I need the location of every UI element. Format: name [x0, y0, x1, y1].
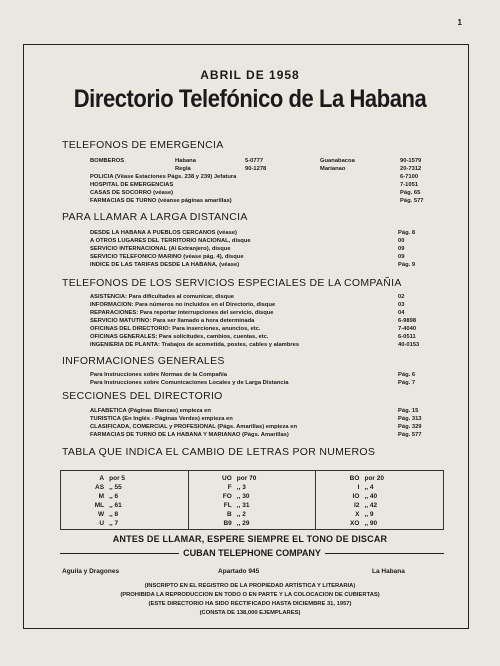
- issue-date: ABRIL DE 1958: [200, 68, 300, 82]
- farmacias-number: Pág. 577: [400, 198, 424, 204]
- section-servicios: TELEFONOS DE LOS SERVICIOS ESPECIALES DE LA COMPAÑIA: [62, 277, 402, 289]
- table-letter: FO: [222, 493, 232, 500]
- directory-entry-value: 09: [398, 246, 405, 252]
- directory-entry-value: Pág. 15: [398, 408, 419, 414]
- casas-label: CASAS DE SOCORRO (véase): [90, 190, 174, 196]
- directory-entry-value: 6-0511: [398, 334, 416, 340]
- table-number: ,, 6: [109, 493, 119, 500]
- table-letter: A: [99, 475, 105, 482]
- directory-entry-value: 7-4040: [398, 326, 417, 332]
- table-number: ,, 2: [236, 511, 246, 518]
- page-number: 1: [457, 18, 462, 27]
- directory-entry-label: SERVICIO TELEFONICO MARINO (véase pág. 4), disque: [90, 254, 244, 260]
- habana-number: 5-0777: [245, 158, 264, 164]
- directory-entry-label: FARMACIAS DE TURNO DE LA HABANA Y MARIANAO (Págs. Amarillas): [90, 432, 289, 438]
- legal-note-3: (ESTE DIRECTORIO HA SIDO RECTIFICADO HASTA DICIEMBRE 31, 1957): [148, 601, 352, 607]
- casas-number: Pág. 65: [400, 190, 421, 196]
- table-number: por 20: [364, 475, 384, 482]
- directory-entry-value: 00: [398, 238, 405, 244]
- table-column-1: [61, 471, 189, 529]
- guanabacoa-number: 90-1579: [400, 158, 422, 164]
- directory-entry-value: 40-0153: [398, 342, 420, 348]
- table-number: ,, 30: [236, 493, 250, 500]
- directory-title: Directorio Telefónico de La Habana: [73, 85, 427, 113]
- directory-entry-label: INFORMACION: Para números no incluidos en el Directorio, disque: [90, 302, 276, 308]
- table-letter: IO: [352, 493, 360, 500]
- policia-label: POLICIA (Véase Estaciones Págs. 238 y 239) Jefatura: [90, 174, 237, 180]
- legal-note-1: (INSCRIPTO EN EL REGISTRO DE LA PROPIEDAD ARTISTICA Y LITERARIA): [144, 583, 356, 589]
- directory-entry-value: Pág. 577: [398, 432, 422, 438]
- directory-entry-label: ASISTENCIA: Para dificultades al comunicar, disque: [90, 294, 234, 300]
- table-column-3: [316, 471, 443, 529]
- divider-right: [325, 553, 444, 554]
- regla-number: 90-1278: [245, 166, 267, 172]
- directory-entry-value: Pág. 6: [398, 372, 416, 378]
- directory-entry-value: Pág. 313: [398, 416, 422, 422]
- bomberos-label: BOMBEROS: [90, 158, 125, 164]
- section-larga-distancia: PARA LLAMAR A LARGA DISTANCIA: [62, 211, 248, 223]
- letter-number-table: [60, 470, 444, 530]
- table-letter: UO: [222, 475, 232, 482]
- table-letter: XO: [350, 520, 360, 527]
- directory-entry-label: ALFABETICA (Páginas Blancas) empieza en: [90, 408, 211, 414]
- address-po-box: Apartado 945: [218, 568, 260, 575]
- table-number: por 70: [236, 475, 257, 482]
- table-number: ,, 40: [364, 493, 378, 500]
- directory-entry-label: A OTROS LUGARES DEL TERRITORIO NACIONAL, disque: [90, 238, 251, 244]
- directory-entry-label: TURISTICA (En Inglés - Páginas Verdes) empieza en: [90, 416, 233, 422]
- table-number: ,, 29: [236, 520, 250, 527]
- directory-entry-label: OFICINAS GENERALES: Para solicitudes, cambios, cuentas, etc.: [90, 334, 269, 340]
- guanabacoa-label: Guanabacoa: [320, 158, 355, 164]
- section-emergencia: TELEFONOS DE EMERGENCIA: [62, 139, 224, 151]
- table-number: ,, 9: [364, 511, 374, 518]
- table-letter: FL: [223, 502, 232, 509]
- marianao-label: Marianao: [320, 166, 346, 172]
- table-letter: W: [97, 511, 105, 518]
- directory-entry-value: 04: [398, 310, 405, 316]
- table-number: ,, 4: [364, 484, 374, 491]
- policia-number: 6-7100: [400, 174, 419, 180]
- table-letter: BO: [349, 475, 360, 482]
- section-informaciones: INFORMACIONES GENERALES: [62, 355, 225, 367]
- dial-tone-notice: ANTES DE LLAMAR, ESPERE SIEMPRE EL TONO DE DISCAR: [112, 534, 388, 544]
- table-letter: AS: [95, 484, 105, 491]
- table-number: ,, 90: [364, 520, 378, 527]
- table-number: ,, 3: [236, 484, 246, 491]
- table-letter: X: [355, 511, 360, 518]
- habana-label: Habana: [175, 158, 196, 164]
- hospital-label: HOSPITAL DE EMERGENCIAS: [90, 182, 174, 188]
- directory-entry-label: Para Instrucciones sobre Normas de la Compañía: [90, 372, 227, 378]
- table-number: ,, 8: [109, 511, 119, 518]
- table-letter: F: [227, 484, 232, 491]
- company-name-line: [60, 548, 444, 558]
- section-secciones: SECCIONES DEL DIRECTORIO: [62, 390, 223, 402]
- legal-note-4: (CONSTA DE 138,000 EJEMPLARES): [199, 610, 301, 616]
- section-tabla: TABLA QUE INDICA EL CAMBIO DE LETRAS POR NUMEROS: [62, 446, 376, 458]
- company-name: CUBAN TELEPHONE COMPANY: [183, 548, 321, 558]
- directory-entry-label: DESDE LA HABANA A PUEBLOS CERCANOS (véase): [90, 230, 237, 236]
- table-letter: B9: [223, 520, 232, 527]
- directory-entry-value: Pág. 329: [398, 424, 422, 430]
- directory-entry-value: 02: [398, 294, 405, 300]
- directory-entry-value: 09: [398, 254, 405, 260]
- directory-entry-label: SERVICIO INTERNACIONAL (Al Extranjero), disque: [90, 246, 231, 252]
- regla-label: Regla: [175, 166, 191, 172]
- table-letter: I2: [354, 502, 360, 509]
- directory-entry-label: INDICE DE LAS TARIFAS DESDE LA HABANA, (véase): [90, 262, 240, 268]
- table-letter: B: [227, 511, 232, 518]
- directory-entry-value: Pág. 9: [398, 262, 416, 268]
- table-letter: U: [99, 520, 105, 527]
- hospital-number: 7-1051: [400, 182, 419, 188]
- directory-entry-label: REPARACIONES: Para reportar interrupciones del servicio, disque: [90, 310, 274, 316]
- table-number: ,, 42: [364, 502, 378, 509]
- address-street: Aguila y Dragones: [62, 568, 120, 575]
- directory-entry-value: Pág. 8: [398, 230, 416, 236]
- directory-entry-value: 03: [398, 302, 405, 308]
- table-number: ,, 61: [109, 502, 122, 509]
- table-number: por 5: [109, 475, 126, 482]
- table-column-2: [189, 471, 317, 529]
- directory-entry-label: Para Instrucciones sobre Comunicaciones Locales y de Larga Distancia: [90, 380, 289, 386]
- directory-entry-label: CLASIFICADA, COMERCIAL y PROFESIONAL (Págs. Amarillas) empieza en: [90, 424, 298, 430]
- directory-entry-label: SERVICIO MATUTINO: Para ser llamado a hora determinada: [90, 318, 255, 324]
- marianao-number: 20-7312: [400, 166, 422, 172]
- directory-entry-value: 6-9898: [398, 318, 417, 324]
- divider-left: [60, 553, 179, 554]
- table-letter: ML: [94, 502, 105, 509]
- directory-entry-label: OFICINAS DEL DIRECTORIO: Para inserciones, anuncios, etc.: [90, 326, 261, 332]
- table-number: ,, 7: [109, 520, 119, 527]
- table-number: ,, 55: [109, 484, 122, 491]
- farmacias-label: FARMACIAS DE TURNO (véanse páginas amarillas): [90, 198, 232, 204]
- table-letter: I: [357, 484, 360, 491]
- legal-note-2: (PROHIBIDA LA REPRODUCCION EN TODO O EN PARTE Y LA COLOCACION DE CUBIERTAS): [120, 592, 380, 598]
- address-city: La Habana: [372, 568, 405, 575]
- directory-entry-value: Pág. 7: [398, 380, 416, 386]
- table-letter: M: [98, 493, 105, 500]
- table-number: ,, 31: [236, 502, 250, 509]
- directory-entry-label: INGENIERIA DE PLANTA: Trabajos de acometida, postes, cables y alambres: [90, 342, 300, 348]
